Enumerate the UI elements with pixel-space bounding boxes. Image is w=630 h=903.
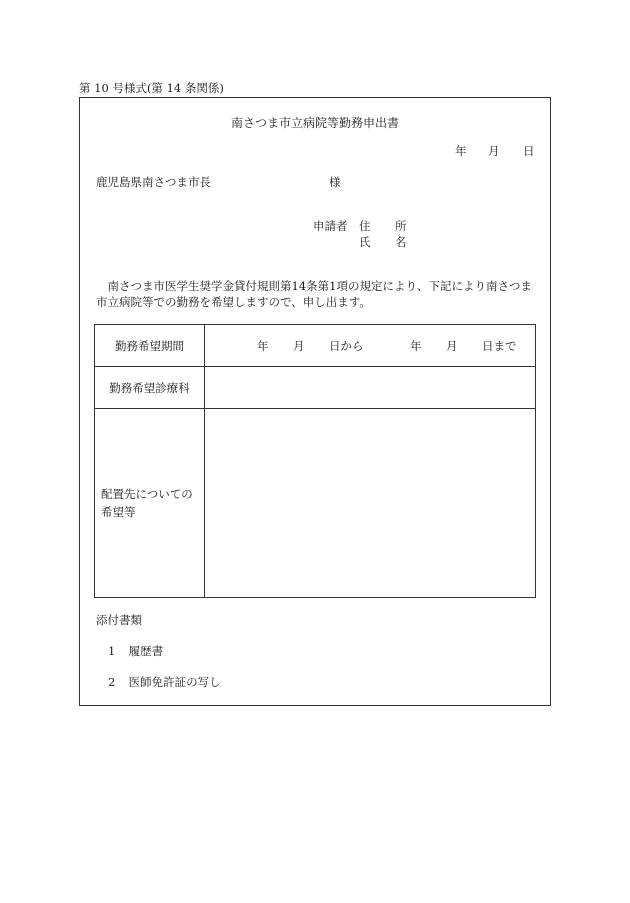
period-to-day: 日まで <box>482 338 517 353</box>
name-label-b: 名 <box>395 235 407 249</box>
form-number: 第 10 号様式(第 14 条関係) <box>79 81 224 95</box>
attachment-number: 2 <box>108 675 116 689</box>
period-row <box>95 325 536 367</box>
addressee: 鹿児島県南さつま市長 <box>96 175 211 189</box>
period-from-month: 月 <box>293 338 305 353</box>
period-from-day: 日から <box>329 338 364 353</box>
body-text: 南さつま市医学生奨学金貸付規則第14条第1項の規定により、下記により南さつま市立病院等での勤務を希望しますので、申し出ます。 <box>96 279 532 309</box>
attachment-item <box>108 645 163 659</box>
placement-label-text: 配置先についての希望等 <box>101 487 193 519</box>
attachment-text: 医師免許証の写し <box>128 675 221 689</box>
placement-label <box>95 409 205 598</box>
date-day-label: 日 <box>523 144 535 158</box>
date-month-label: 月 <box>488 144 500 158</box>
department-label: 勤務希望診療科 <box>95 367 205 409</box>
applicant-label: 申請者 <box>313 219 348 233</box>
document-title: 南さつま市立病院等勤務申出書 <box>230 116 399 130</box>
period-from-year: 年 <box>257 338 269 353</box>
request-table <box>94 324 536 598</box>
period-label: 勤務希望期間 <box>95 325 205 367</box>
department-row <box>95 367 536 409</box>
address-label-b: 所 <box>395 219 407 233</box>
date-year-label: 年 <box>455 144 467 158</box>
attachments-title: 添付書類 <box>96 613 142 627</box>
placement-row <box>95 409 536 598</box>
name-label-a: 氏 <box>359 235 371 249</box>
attachment-number: 1 <box>108 644 116 658</box>
period-to-year: 年 <box>410 338 422 353</box>
honorific: 様 <box>329 175 341 189</box>
placement-value[interactable] <box>205 409 536 598</box>
attachment-item <box>108 676 221 690</box>
period-to-month: 月 <box>446 338 458 353</box>
address-label-a: 住 <box>359 219 371 233</box>
period-value[interactable] <box>205 325 536 367</box>
department-value[interactable] <box>205 367 536 409</box>
attachment-text: 履歴書 <box>128 644 164 658</box>
